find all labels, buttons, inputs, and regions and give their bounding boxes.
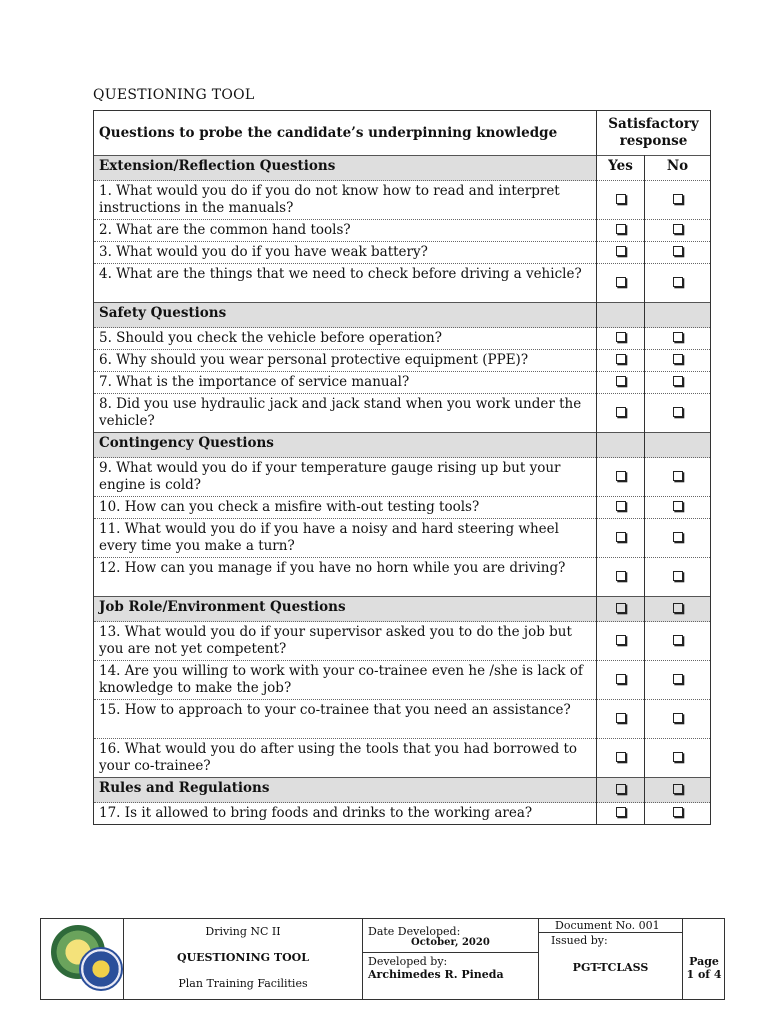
document-number: Document No. 001	[555, 919, 660, 932]
checkbox-icon	[673, 224, 683, 234]
checkbox-icon	[673, 784, 683, 794]
question-text: 16. What would you do after using the tools that you had borrowed to your co-trainee?	[94, 739, 597, 778]
section-title: Contingency Questions	[94, 433, 597, 458]
checkbox-icon	[616, 376, 626, 386]
footer-logos	[41, 919, 124, 999]
no-checkbox[interactable]	[645, 350, 711, 372]
checkbox-icon	[616, 277, 626, 287]
checkbox-icon	[673, 752, 683, 762]
footer-doc-cell	[539, 919, 683, 999]
question-text: 9. What would you do if your temperature gauge rising up but your engine is cold?	[94, 458, 597, 497]
no-checkbox[interactable]	[645, 372, 711, 394]
footer-page-cell	[683, 919, 724, 999]
checkbox-icon	[616, 674, 626, 684]
section-empty-cell	[645, 433, 711, 458]
checkbox-icon	[616, 713, 626, 723]
section-row	[94, 597, 711, 622]
developer-label: Developed by:	[368, 955, 448, 968]
yes-checkbox[interactable]	[597, 181, 645, 220]
question-row	[94, 242, 711, 264]
section-row	[94, 303, 711, 328]
question-text: 15. How to approach to your co-trainee that you need an assistance?	[94, 700, 597, 739]
checkbox-icon	[673, 635, 683, 645]
checkbox-icon	[673, 603, 683, 613]
checkbox-icon	[616, 246, 626, 256]
question-row	[94, 394, 711, 433]
question-text: 5. Should you check the vehicle before operation?	[94, 328, 597, 350]
question-row	[94, 558, 711, 597]
course-name: Driving NC II	[205, 925, 281, 938]
question-row	[94, 497, 711, 519]
no-checkbox[interactable]	[645, 519, 711, 558]
question-row	[94, 519, 711, 558]
checkbox-icon	[616, 532, 626, 542]
checkbox-icon	[616, 752, 626, 762]
yes-checkbox[interactable]	[597, 372, 645, 394]
footer-course-cell	[124, 919, 363, 999]
yes-checkbox[interactable]	[597, 700, 645, 739]
issued-label: Issued by:	[551, 934, 608, 947]
no-checkbox[interactable]	[645, 778, 711, 803]
yes-checkbox[interactable]	[597, 519, 645, 558]
question-text: 17. Is it allowed to bring foods and drinks to the working area?	[94, 803, 597, 825]
no-checkbox[interactable]	[645, 264, 711, 303]
checkbox-icon	[673, 532, 683, 542]
date-value: October, 2020	[411, 937, 490, 948]
tool-name: QUESTIONING TOOL	[177, 951, 309, 964]
checkbox-icon	[673, 674, 683, 684]
no-checkbox[interactable]	[645, 803, 711, 825]
checkbox-icon	[616, 194, 626, 204]
no-checkbox[interactable]	[645, 622, 711, 661]
checkbox-icon	[616, 354, 626, 364]
no-checkbox[interactable]	[645, 739, 711, 778]
yes-checkbox[interactable]	[597, 597, 645, 622]
section-empty-cell	[597, 433, 645, 458]
module-name: Plan Training Facilities	[178, 977, 308, 990]
question-row	[94, 372, 711, 394]
yes-checkbox[interactable]	[597, 778, 645, 803]
question-row	[94, 803, 711, 825]
no-checkbox[interactable]	[645, 497, 711, 519]
section-row	[94, 778, 711, 803]
question-row	[94, 458, 711, 497]
response-column-header: Satisfactory response	[597, 111, 711, 156]
yes-header: Yes	[597, 156, 645, 181]
question-row	[94, 622, 711, 661]
no-checkbox[interactable]	[645, 458, 711, 497]
checkbox-icon	[616, 501, 626, 511]
question-text: 8. Did you use hydraulic jack and jack stand when you work under the vehicle?	[94, 394, 597, 433]
yes-checkbox[interactable]	[597, 803, 645, 825]
document-footer	[40, 918, 725, 1000]
no-checkbox[interactable]	[645, 242, 711, 264]
question-row	[94, 220, 711, 242]
yes-checkbox[interactable]	[597, 328, 645, 350]
checkbox-icon	[673, 471, 683, 481]
yes-checkbox[interactable]	[597, 264, 645, 303]
question-text: 4. What are the things that we need to check before driving a vehicle?	[94, 264, 597, 303]
yes-checkbox[interactable]	[597, 661, 645, 700]
yes-checkbox[interactable]	[597, 558, 645, 597]
no-header: No	[645, 156, 711, 181]
date-label: Date Developed:	[368, 925, 461, 938]
checkbox-icon	[673, 571, 683, 581]
question-text: 12. How can you manage if you have no horn while you are driving?	[94, 558, 597, 597]
yes-checkbox[interactable]	[597, 350, 645, 372]
question-text: 7. What is the importance of service manual?	[94, 372, 597, 394]
footer-date-cell	[363, 919, 539, 999]
yes-checkbox[interactable]	[597, 242, 645, 264]
question-text: 6. Why should you wear personal protective equipment (PPE)?	[94, 350, 597, 372]
question-text: 14. Are you willing to work with your co-trainee even he /she is lack of knowledge to make the job?	[94, 661, 597, 700]
yes-checkbox[interactable]	[597, 458, 645, 497]
section-title: Safety Questions	[94, 303, 597, 328]
section-title: Extension/Reflection Questions	[94, 156, 597, 181]
no-checkbox[interactable]	[645, 328, 711, 350]
checkbox-icon	[616, 807, 626, 817]
section-row	[94, 433, 711, 458]
checkbox-icon	[673, 194, 683, 204]
section-empty-cell	[597, 303, 645, 328]
questioning-table	[93, 110, 711, 825]
section-title: Job Role/Environment Questions	[94, 597, 597, 622]
question-text: 3. What would you do if you have weak battery?	[94, 242, 597, 264]
question-row	[94, 264, 711, 303]
issued-value: PGT-TCLASS	[572, 961, 649, 974]
checkbox-icon	[616, 332, 626, 342]
document-title: QUESTIONING TOOL	[93, 87, 255, 103]
checkbox-icon	[616, 635, 626, 645]
checkbox-icon	[673, 354, 683, 364]
checkbox-icon	[616, 471, 626, 481]
no-checkbox[interactable]	[645, 181, 711, 220]
checkbox-icon	[616, 603, 626, 613]
yes-checkbox[interactable]	[597, 622, 645, 661]
checkbox-icon	[673, 807, 683, 817]
tesda-logo-icon	[79, 947, 123, 991]
question-row	[94, 328, 711, 350]
no-checkbox[interactable]	[645, 597, 711, 622]
section-title: Rules and Regulations	[94, 778, 597, 803]
question-column-header: Questions to probe the candidate’s underpinning knowledge	[94, 111, 597, 156]
no-checkbox[interactable]	[645, 558, 711, 597]
checkbox-icon	[673, 246, 683, 256]
checkbox-icon	[616, 784, 626, 794]
yes-checkbox[interactable]	[597, 497, 645, 519]
question-row	[94, 661, 711, 700]
checkbox-icon	[616, 407, 626, 417]
question-row	[94, 350, 711, 372]
page-number: Page 1 of 4	[686, 955, 722, 981]
question-text: 10. How can you check a misfire with-out testing tools?	[94, 497, 597, 519]
checkbox-icon	[673, 407, 683, 417]
checkbox-icon	[673, 713, 683, 723]
yes-checkbox[interactable]	[597, 394, 645, 433]
no-checkbox[interactable]	[645, 661, 711, 700]
checkbox-icon	[673, 277, 683, 287]
question-text: 1. What would you do if you do not know how to read and interpret instructions in the manuals?	[94, 181, 597, 220]
question-row	[94, 700, 711, 739]
checkbox-icon	[673, 376, 683, 386]
no-checkbox[interactable]	[645, 220, 711, 242]
question-row	[94, 739, 711, 778]
no-checkbox[interactable]	[645, 700, 711, 739]
no-checkbox[interactable]	[645, 394, 711, 433]
question-text: 2. What are the common hand tools?	[94, 220, 597, 242]
checkbox-icon	[616, 224, 626, 234]
question-text: 13. What would you do if your supervisor asked you to do the job but you are not yet competent?	[94, 622, 597, 661]
yes-checkbox[interactable]	[597, 220, 645, 242]
checkbox-icon	[673, 501, 683, 511]
yes-checkbox[interactable]	[597, 739, 645, 778]
section-row	[94, 156, 711, 181]
question-row	[94, 181, 711, 220]
checkbox-icon	[616, 571, 626, 581]
question-text: 11. What would you do if you have a noisy and hard steering wheel every time you make a turn?	[94, 519, 597, 558]
developer-value: Archimedes R. Pineda	[368, 968, 504, 981]
checkbox-icon	[673, 332, 683, 342]
section-empty-cell	[645, 303, 711, 328]
